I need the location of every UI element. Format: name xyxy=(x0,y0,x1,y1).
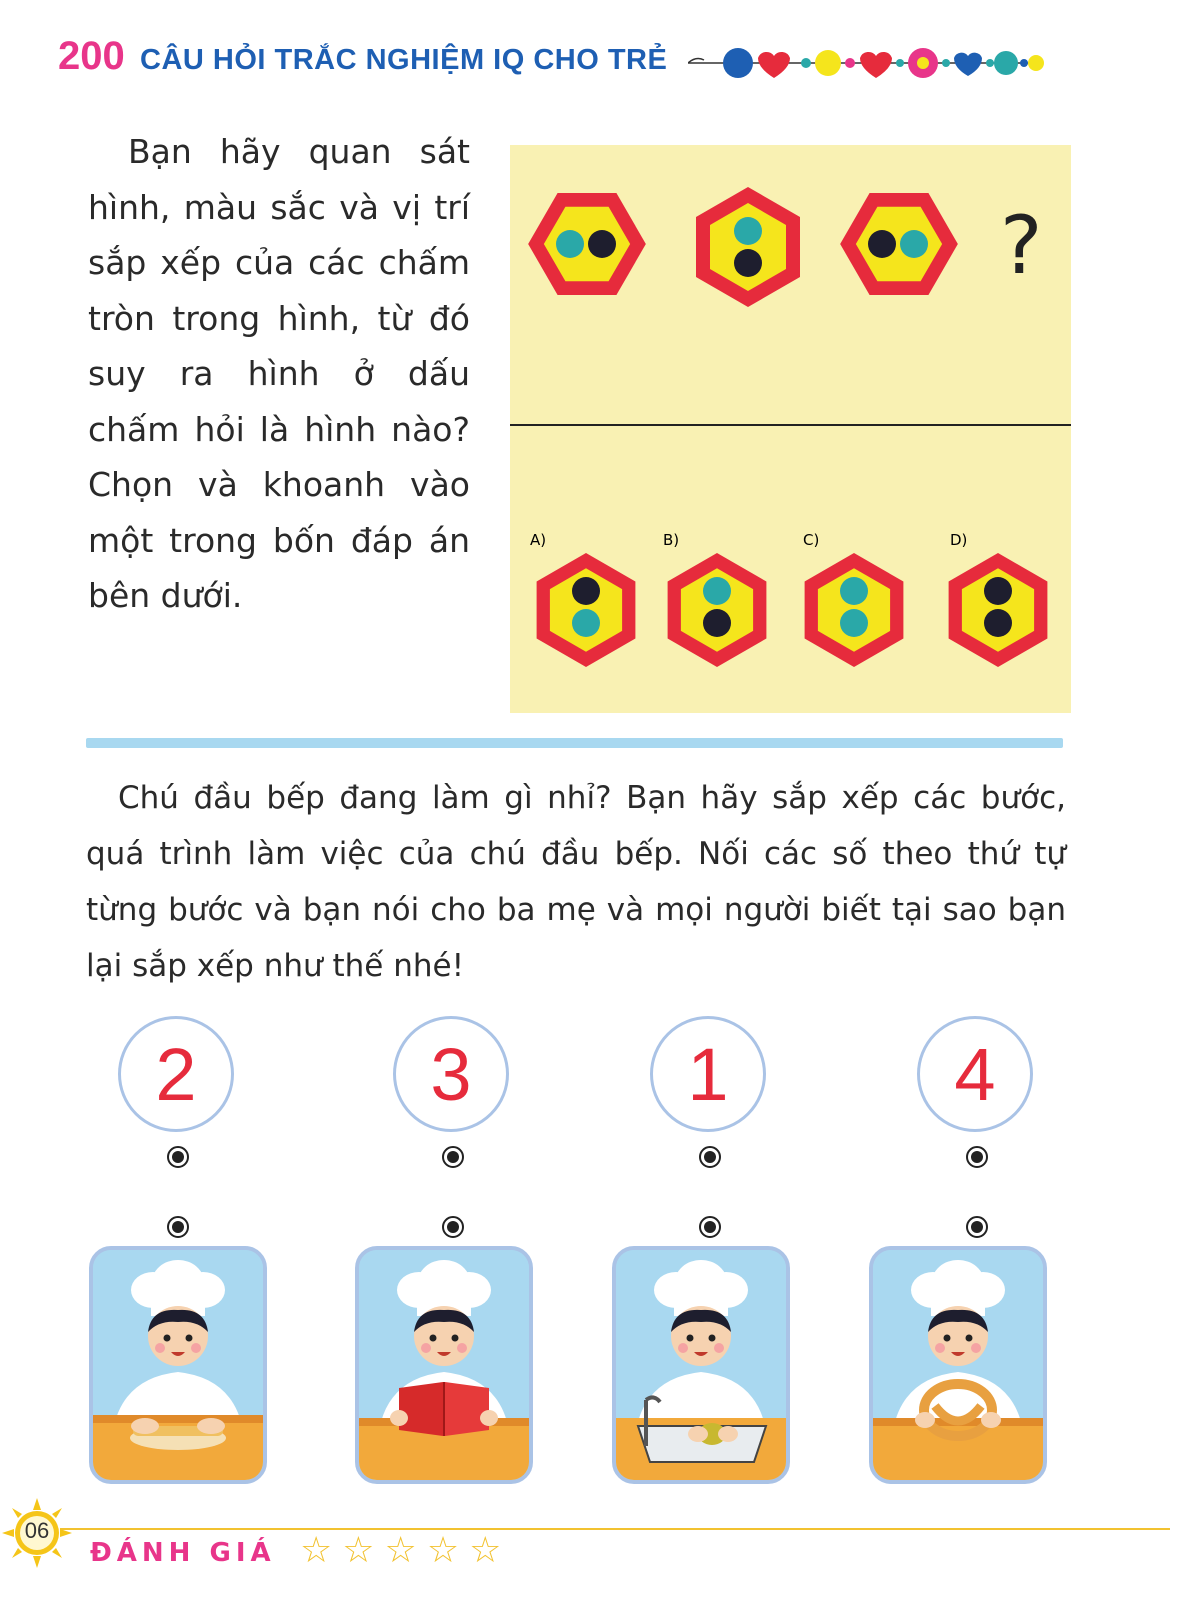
choice-label-b: B) xyxy=(663,531,680,549)
number-circle-2: 3 xyxy=(393,1016,509,1132)
choice-b-hexagon[interactable] xyxy=(668,553,767,667)
page-title: CÂU HỎI TRẮC NGHIỆM IQ CHO TRẺ xyxy=(140,44,668,76)
sequence-hexagon-3 xyxy=(840,193,958,295)
chef-card-reading-book xyxy=(355,1246,533,1484)
rating-label: ĐÁNH GIÁ xyxy=(90,1538,276,1568)
chef-card-kneading xyxy=(89,1246,267,1484)
section-separator xyxy=(86,738,1063,748)
number-circle-1: 2 xyxy=(118,1016,234,1132)
connector-dot-picture-1[interactable] xyxy=(167,1216,189,1238)
connector-dot-number-1[interactable] xyxy=(167,1146,189,1168)
connector-dot-picture-3[interactable] xyxy=(699,1216,721,1238)
choice-d-hexagon[interactable] xyxy=(949,553,1048,667)
question-2-text: Chú đầu bếp đang làm gì nhỉ? Bạn hãy sắp xếp các bước, quá trình làm việc của chú đầu bếp. Nối các số theo thứ tự từng bước và bạn nói cho ba mẹ và mọi người biết tại sao bạn lại sắp xếp như thế nhé! xyxy=(86,780,1066,984)
bead-string-decoration xyxy=(688,38,1048,88)
sequence-hexagon-1 xyxy=(528,193,646,295)
connector-dot-number-3[interactable] xyxy=(699,1146,721,1168)
connector-dot-picture-2[interactable] xyxy=(442,1216,464,1238)
rating-stars[interactable]: ☆☆☆☆☆ xyxy=(300,1530,512,1571)
chef-card-washing xyxy=(612,1246,790,1484)
connector-dot-number-4[interactable] xyxy=(966,1146,988,1168)
footer-line xyxy=(60,1528,1170,1530)
connector-dot-number-2[interactable] xyxy=(442,1146,464,1168)
choice-a-hexagon[interactable] xyxy=(537,553,636,667)
chef-card-pretzel xyxy=(869,1246,1047,1484)
number-circle-4: 4 xyxy=(917,1016,1033,1132)
choice-label-a: A) xyxy=(530,531,547,549)
page-number: 06 xyxy=(24,1518,50,1543)
number-circle-3: 1 xyxy=(650,1016,766,1132)
connector-dot-picture-4[interactable] xyxy=(966,1216,988,1238)
title-number: 200 xyxy=(58,34,125,78)
question-mark: ? xyxy=(1000,199,1043,292)
question-1-text: Bạn hãy quan sát hình, màu sắc và vị trí sắp xếp của các chấm tròn trong hình, từ đó suy ra hình ở dấu chấm hỏi là hình nào? Chọn và khoanh vào một trong bốn đáp án bên dưới. xyxy=(88,132,470,615)
choice-label-d: D) xyxy=(950,531,968,549)
choice-label-c: C) xyxy=(803,531,820,549)
puzzle-graphics xyxy=(510,145,1071,713)
choice-c-hexagon[interactable] xyxy=(805,553,904,667)
sequence-hexagon-2 xyxy=(696,187,800,307)
